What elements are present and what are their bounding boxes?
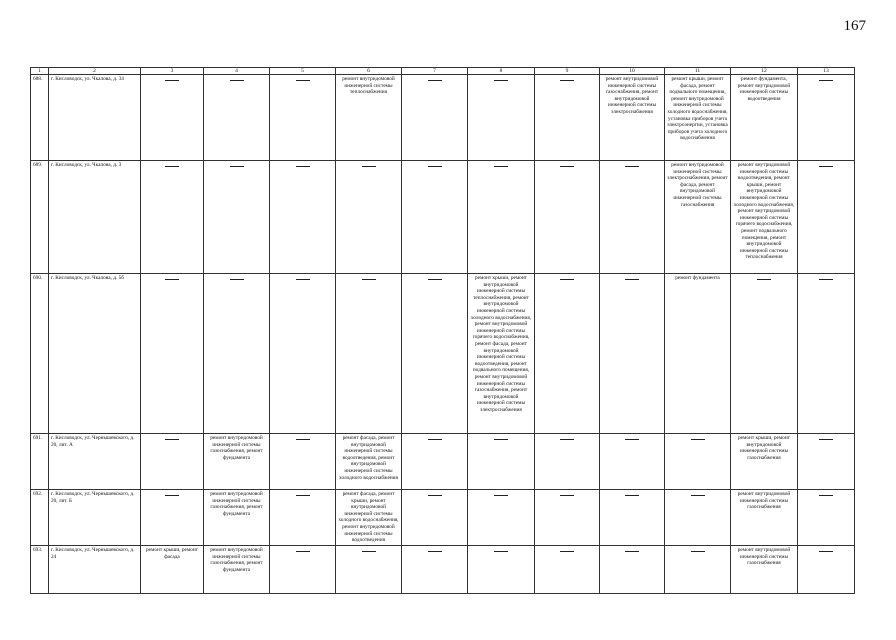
- empty-cell: [798, 434, 855, 490]
- empty-cell: [535, 546, 600, 594]
- empty-cell: [798, 490, 855, 546]
- empty-cell: [600, 161, 665, 274]
- row-number: 690.: [31, 274, 49, 434]
- column-header: 5: [270, 68, 336, 75]
- row-number: 689.: [31, 161, 49, 274]
- dash-mark: [296, 495, 310, 496]
- empty-cell: [402, 490, 468, 546]
- dash-mark: [362, 551, 376, 552]
- dash-mark: [230, 166, 244, 167]
- empty-cell: [402, 546, 468, 594]
- empty-cell: [731, 274, 798, 434]
- dash-mark: [296, 166, 310, 167]
- dash-mark: [362, 166, 376, 167]
- work-description-cell: ремонт крыши, ремонт внутридомовой инженерной системы газоснабжения: [731, 434, 798, 490]
- table-row: [31, 75, 855, 161]
- dash-mark: [428, 166, 442, 167]
- empty-cell: [270, 161, 336, 274]
- work-description-cell: ремонт крыши, ремонт фасада, ремонт подвального помещения, ремонт внутридомовой инженерной системы холодного водоснабжения, установка приборов учета электроэнергии, установка приборов учета холодного водоснабжения: [665, 75, 731, 161]
- dash-mark: [165, 495, 179, 496]
- column-header: 1: [31, 68, 49, 75]
- dash-mark: [819, 495, 833, 496]
- work-description-cell: ремонт внутридомовой инженерной системы газоснабжения, ремонт фундамента: [204, 434, 270, 490]
- empty-cell: [204, 274, 270, 434]
- dash-mark: [296, 439, 310, 440]
- table-row: [31, 490, 855, 546]
- row-address: г. Кисловодск, ул. Чкалова, д. 34: [49, 75, 141, 161]
- table-row: [31, 274, 855, 434]
- dash-mark: [560, 80, 574, 81]
- dash-mark: [428, 439, 442, 440]
- dash-mark: [625, 551, 639, 552]
- dash-mark: [296, 551, 310, 552]
- dash-mark: [494, 439, 508, 440]
- empty-cell: [141, 490, 204, 546]
- work-description-cell: ремонт фасада, ремонт внутридомовой инженерной системы водоотведения, ремонт внутридомовой инженерной системы холодного водоснабжения: [336, 434, 402, 490]
- column-header: 8: [468, 68, 535, 75]
- row-number: 688.: [31, 75, 49, 161]
- empty-cell: [798, 75, 855, 161]
- empty-cell: [535, 490, 600, 546]
- dash-mark: [625, 279, 639, 280]
- empty-cell: [141, 274, 204, 434]
- work-description-cell: ремонт внутридомовой инженерной системы газоснабжения, ремонт фундамента: [204, 546, 270, 594]
- empty-cell: [798, 161, 855, 274]
- empty-cell: [468, 490, 535, 546]
- row-number: 693.: [31, 546, 49, 594]
- dash-mark: [428, 279, 442, 280]
- dash-mark: [625, 495, 639, 496]
- dash-mark: [560, 495, 574, 496]
- empty-cell: [402, 274, 468, 434]
- empty-cell: [535, 75, 600, 161]
- dash-mark: [230, 279, 244, 280]
- work-description-cell: ремонт внутридомовой инженерной системы водоотведения, ремонт крыши, ремонт внутридомовой инженерной системы холодного водоснабжения, ремонт внутридомовой инженерной системы горячего водоснабжения, ремонт подвального помещения, ремонт внутридомовой инженерной системы теплоснабжения: [731, 161, 798, 274]
- work-description-cell: ремонт внутридомовой инженерной системы газоснабжения: [731, 546, 798, 594]
- dash-mark: [165, 80, 179, 81]
- empty-cell: [336, 161, 402, 274]
- column-number-row: [31, 68, 855, 75]
- work-description-cell: ремонт крыши, ремонт фасада: [141, 546, 204, 594]
- row-address: г. Кисловодск, ул. Чернышевского, д. 24: [49, 546, 141, 594]
- empty-cell: [535, 434, 600, 490]
- empty-cell: [270, 75, 336, 161]
- empty-cell: [270, 434, 336, 490]
- column-header: 12: [731, 68, 798, 75]
- empty-cell: [402, 161, 468, 274]
- dash-mark: [362, 279, 376, 280]
- empty-cell: [798, 546, 855, 594]
- dash-mark: [691, 439, 705, 440]
- dash-mark: [691, 551, 705, 552]
- empty-cell: [468, 75, 535, 161]
- dash-mark: [819, 279, 833, 280]
- work-description-cell: ремонт внутридомовой инженерной системы газоснабжения, ремонт фундамента: [204, 490, 270, 546]
- dash-mark: [230, 80, 244, 81]
- empty-cell: [600, 274, 665, 434]
- dash-mark: [560, 439, 574, 440]
- empty-cell: [270, 546, 336, 594]
- work-description-cell: ремонт внутридомовой инженерной системы теплоснабжения: [336, 75, 402, 161]
- work-description-cell: ремонт фундамента, ремонт внутридомовой инженерной системы водоотведения: [731, 75, 798, 161]
- empty-cell: [468, 161, 535, 274]
- empty-cell: [402, 75, 468, 161]
- row-address: г. Кисловодск, ул. Чернышевского, д. 20, лит. А: [49, 434, 141, 490]
- work-description-cell: ремонт фасада, ремонт крыши, ремонт внутридомовой инженерной системы холодного водоснабжения, ремонт внутридомовой инженерной системы водоотведения: [336, 490, 402, 546]
- table-body: [31, 75, 855, 594]
- dash-mark: [625, 166, 639, 167]
- dash-mark: [819, 439, 833, 440]
- column-header: 10: [600, 68, 665, 75]
- empty-cell: [204, 161, 270, 274]
- table-row: [31, 434, 855, 490]
- page-number: 167: [843, 18, 866, 34]
- empty-cell: [468, 434, 535, 490]
- row-number: 692.: [31, 490, 49, 546]
- column-header: 4: [204, 68, 270, 75]
- work-description-cell: ремонт внутридомовой инженерной системы электроснабжения, ремонт фасада, ремонт внутридомовой инженерной системы газоснабжения: [665, 161, 731, 274]
- dash-mark: [560, 279, 574, 280]
- empty-cell: [665, 434, 731, 490]
- dash-mark: [428, 495, 442, 496]
- dash-mark: [494, 495, 508, 496]
- row-address: г. Кисловодск, ул. Чкалова, д. 5б: [49, 274, 141, 434]
- dash-mark: [691, 495, 705, 496]
- empty-cell: [270, 490, 336, 546]
- empty-cell: [141, 161, 204, 274]
- empty-cell: [535, 274, 600, 434]
- repair-schedule-table: [30, 67, 855, 594]
- empty-cell: [600, 434, 665, 490]
- column-header: 2: [49, 68, 141, 75]
- row-address: г. Кисловодск, ул. Чернышевского, д. 20, лит. Б: [49, 490, 141, 546]
- dash-mark: [625, 439, 639, 440]
- dash-mark: [819, 166, 833, 167]
- empty-cell: [798, 274, 855, 434]
- column-header: 11: [665, 68, 731, 75]
- dash-mark: [494, 551, 508, 552]
- row-number: 691.: [31, 434, 49, 490]
- dash-mark: [819, 551, 833, 552]
- table-row: [31, 546, 855, 594]
- empty-cell: [665, 546, 731, 594]
- column-header: 3: [141, 68, 204, 75]
- work-description-cell: ремонт фундамента: [665, 274, 731, 434]
- column-header: 13: [798, 68, 855, 75]
- dash-mark: [757, 279, 771, 280]
- work-description-cell: ремонт внутридомовой инженерной системы газоснабжения, ремонт внутридомовой инженерной системы электроснабжения: [600, 75, 665, 161]
- dash-mark: [494, 80, 508, 81]
- dash-mark: [165, 439, 179, 440]
- dash-mark: [819, 80, 833, 81]
- empty-cell: [336, 274, 402, 434]
- empty-cell: [141, 75, 204, 161]
- empty-cell: [468, 546, 535, 594]
- empty-cell: [535, 161, 600, 274]
- dash-mark: [560, 551, 574, 552]
- work-description-cell: ремонт крыши, ремонт внутридомовой инженерной системы теплоснабжения, ремонт внутридомовой инженерной системы холодного водоснабжения, ремонт внутридомовой инженерной системы горячего водоснабжения, ремонт фасада, ремонт внутридомовой инженерной системы водоотведения, ремонт подвального помещения, ремонт внутридомовой инженерной системы газоснабжения, ремонт внутридомовой инженерной системы электроснабжения: [468, 274, 535, 434]
- empty-cell: [141, 434, 204, 490]
- dash-mark: [560, 166, 574, 167]
- empty-cell: [665, 490, 731, 546]
- empty-cell: [600, 546, 665, 594]
- dash-mark: [296, 80, 310, 81]
- empty-cell: [600, 490, 665, 546]
- dash-mark: [296, 279, 310, 280]
- dash-mark: [494, 166, 508, 167]
- empty-cell: [270, 274, 336, 434]
- dash-mark: [165, 166, 179, 167]
- column-header: 6: [336, 68, 402, 75]
- table-row: [31, 161, 855, 274]
- work-description-cell: ремонт внутридомовой инженерной системы газоснабжения: [731, 490, 798, 546]
- column-header: 9: [535, 68, 600, 75]
- empty-cell: [402, 434, 468, 490]
- empty-cell: [204, 75, 270, 161]
- row-address: г. Кисловодск, ул. Чкалова, д. 3: [49, 161, 141, 274]
- dash-mark: [428, 551, 442, 552]
- empty-cell: [336, 546, 402, 594]
- dash-mark: [428, 80, 442, 81]
- column-header: 7: [402, 68, 468, 75]
- dash-mark: [165, 279, 179, 280]
